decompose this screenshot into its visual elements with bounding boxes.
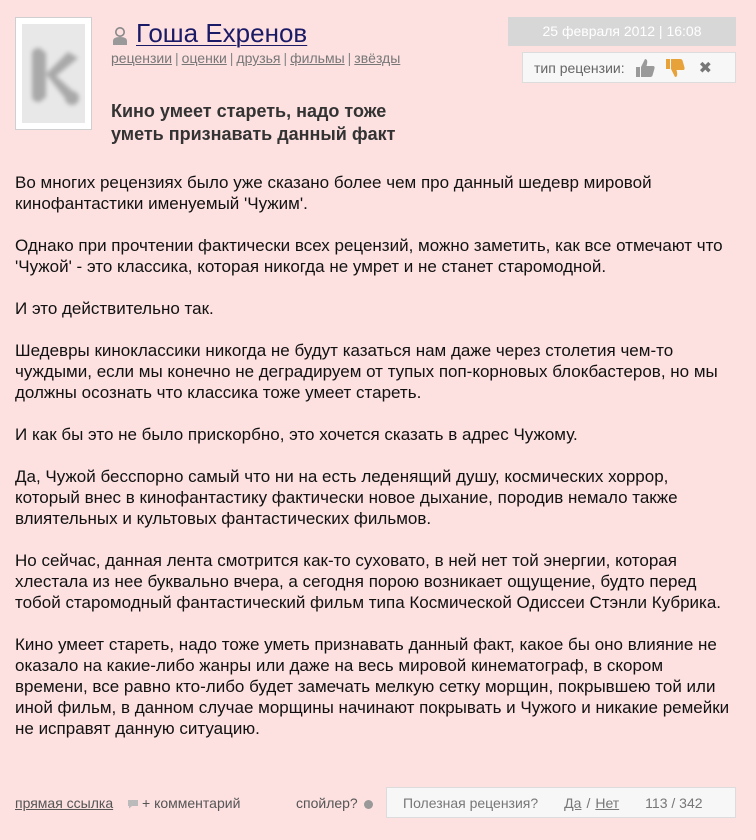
review-date: 25 февраля 2012 | 16:08 <box>508 17 736 46</box>
user-link-stars[interactable]: звёзды <box>354 50 401 66</box>
separator: | <box>347 50 352 66</box>
user-link-reviews[interactable]: рецензии <box>111 50 173 66</box>
thumbs-down-icon[interactable] <box>663 56 687 80</box>
review-title: Кино умеет стареть, надо тоже уметь признавать данный факт <box>111 101 396 144</box>
vote-count: 113 / 342 <box>645 794 703 811</box>
review-paragraph: Кино умеет стареть, надо тоже уметь признавать данный факт, какое бы оно влияние не оказало на какие-либо жанры или даже на весь мировой кинематограф, в скором времени, все равно кто-либо будет замечать мелкую сетку морщин, покрывшею той или иной фильм, в данном случае морщины начинают покрывать и Чужого и никакие ремейки не исправят данную ситуацию. <box>15 635 730 738</box>
useful-vote-box <box>386 787 736 818</box>
spoiler-dot-icon <box>364 800 373 809</box>
footer-links <box>15 795 240 811</box>
review-type-label: тип рецензии: <box>534 59 625 76</box>
spoiler-label: спойлер? <box>296 795 358 811</box>
separator: | <box>175 50 179 66</box>
review-paragraph: И это действительно так. <box>15 299 214 318</box>
vote-no-link[interactable]: Нет <box>595 794 620 811</box>
separator: | <box>229 50 234 66</box>
speech-bubble-icon <box>127 799 139 809</box>
close-icon[interactable]: ✖ <box>698 59 713 77</box>
separator: | <box>283 50 288 66</box>
vote-yes-link[interactable]: Да <box>564 794 582 811</box>
spoiler-toggle[interactable] <box>296 795 373 811</box>
vote-separator: / <box>586 794 591 811</box>
user-links-nav <box>111 50 400 66</box>
review-type-box <box>522 52 736 83</box>
user-link-films[interactable]: фильмы <box>290 50 345 66</box>
add-comment-link[interactable] <box>127 795 240 811</box>
user-link-ratings[interactable]: оценки <box>181 50 227 66</box>
review-paragraph: И как бы это не было прискорбно, это хочется сказать в адрес Чужому. <box>15 425 578 444</box>
review-paragraph: Во многих рецензиях было уже сказано более чем про данный шедевр мировой кинофантастики именуемый 'Чужим'. <box>15 173 652 213</box>
user-silhouette-icon <box>111 26 129 46</box>
add-comment-label: + комментарий <box>142 795 241 811</box>
review-paragraph: Да, Чужой бесспорно самый что ни на есть леденящий душу, космических хоррор, который внес в кинофантастику фактически новое дыхание, породив немало также влиятельных и культовых фантастических фильмов. <box>15 467 678 528</box>
user-name-link[interactable]: Гоша Ехренов <box>136 18 308 48</box>
review-paragraph: Шедевры киноклассики никогда не будут казаться нам даже через столетия чем-то чуждыми, если мы конечно не деградируем от тупых поп-корновых блокбастеров, но мы должны осознать что классика тоже умеет стареть. <box>15 341 718 402</box>
user-link-friends[interactable]: друзья <box>236 50 281 66</box>
permalink-link[interactable]: прямая ссылка <box>15 795 114 811</box>
thumbs-up-icon[interactable] <box>633 56 657 80</box>
review-paragraph: Но сейчас, данная лента смотрится как-то суховато, в ней нет той энергии, которая хлестала из нее буквально вчера, а сегодня порою возникает ощущение, будто перед тобой старомодный фантастический фильм типа Космической Одиссеи Стэнли Кубрика. <box>15 551 722 612</box>
avatar-image <box>22 24 85 123</box>
review-paragraph: Однако при прочтении фактически всех рецензий, можно заметить, как все отмечают что 'Чужой' - это классика, которая никогда не умрет и не станет старомодной. <box>15 236 723 276</box>
user-avatar[interactable] <box>15 17 92 130</box>
review-body <box>15 172 735 760</box>
useful-label: Полезная рецензия? <box>403 794 539 811</box>
